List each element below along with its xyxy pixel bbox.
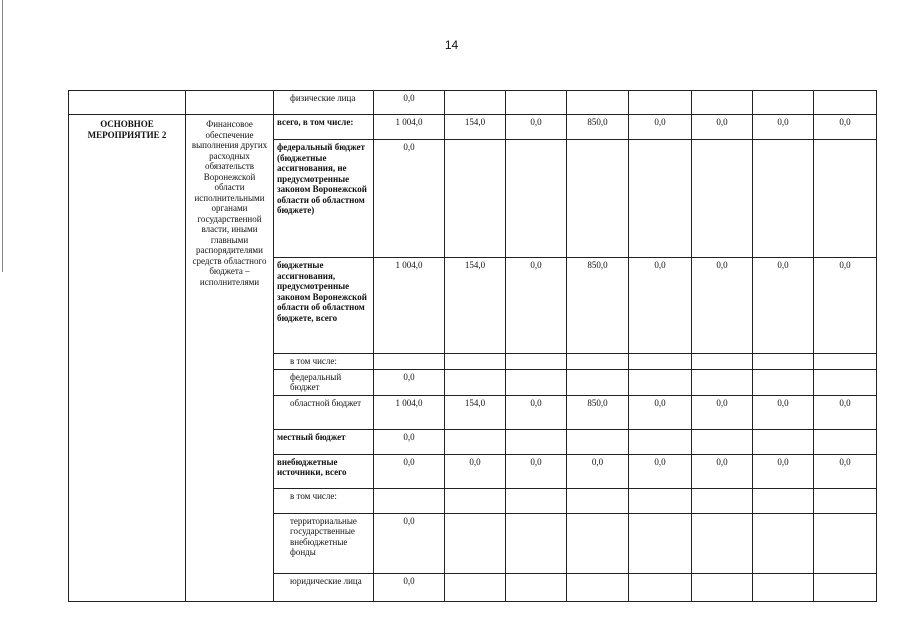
budget-table-sheet	[68, 90, 876, 600]
value-cell	[692, 91, 753, 115]
value-cell	[567, 91, 629, 115]
value-cell	[814, 140, 877, 258]
value-cell: 0,0	[374, 429, 445, 454]
value-cell: 850,0	[567, 258, 629, 354]
value-cell: 1 004,0	[374, 115, 445, 140]
value-cell	[445, 488, 506, 513]
event-cell-continued	[69, 91, 186, 115]
event-title: ОСНОВНОЕ МЕРОПРИЯТИЕ 2	[69, 115, 186, 602]
source-label: всего, в том числе:	[274, 115, 374, 140]
value-cell	[445, 369, 506, 395]
value-cell: 0,0	[753, 454, 814, 488]
value-cell: 850,0	[567, 115, 629, 140]
value-cell: 0,0	[629, 395, 692, 429]
source-label: областной бюджет	[274, 395, 374, 429]
value-cell: 0,0	[506, 395, 567, 429]
value-cell	[629, 513, 692, 573]
value-cell	[629, 91, 692, 115]
source-label: внебюджетные источники, всего	[274, 454, 374, 488]
value-cell	[567, 573, 629, 601]
binding-line	[2, 0, 3, 272]
source-label: местный бюджет	[274, 429, 374, 454]
source-label: юридические лица	[274, 573, 374, 601]
value-cell: 0,0	[374, 454, 445, 488]
value-cell	[445, 573, 506, 601]
value-cell	[506, 573, 567, 601]
value-cell	[445, 140, 506, 258]
value-cell	[567, 513, 629, 573]
table-row	[69, 91, 877, 115]
budget-table	[68, 90, 877, 602]
value-cell	[692, 429, 753, 454]
value-cell	[753, 429, 814, 454]
value-cell: 0,0	[814, 454, 877, 488]
value-cell	[629, 488, 692, 513]
value-cell	[814, 488, 877, 513]
value-cell	[506, 91, 567, 115]
value-cell: 0,0	[567, 454, 629, 488]
value-cell: 0,0	[374, 140, 445, 258]
value-cell	[814, 91, 877, 115]
table-row	[69, 115, 877, 140]
value-cell: 0,0	[629, 115, 692, 140]
value-cell: 0,0	[692, 258, 753, 354]
value-cell	[506, 488, 567, 513]
value-cell: 154,0	[445, 395, 506, 429]
value-cell: 0,0	[374, 513, 445, 573]
value-cell	[692, 488, 753, 513]
value-cell: 0,0	[506, 454, 567, 488]
description-cell-continued	[186, 91, 274, 115]
value-cell	[445, 91, 506, 115]
value-cell: 0,0	[629, 258, 692, 354]
value-cell	[506, 513, 567, 573]
value-cell	[445, 354, 506, 370]
source-label: федеральный бюджет (бюджетные ассигнования, не предусмотренные законом Воронежской области об областном бюджете)	[274, 140, 374, 258]
value-cell	[753, 369, 814, 395]
value-cell: 0,0	[692, 454, 753, 488]
value-cell	[629, 429, 692, 454]
value-cell	[506, 429, 567, 454]
value-cell	[506, 140, 567, 258]
value-cell: 1 004,0	[374, 395, 445, 429]
value-cell	[506, 354, 567, 370]
value-cell: 0,0	[753, 258, 814, 354]
page-number: 14	[444, 38, 459, 52]
value-cell	[567, 429, 629, 454]
value-cell	[692, 354, 753, 370]
value-cell	[692, 140, 753, 258]
value-cell	[753, 573, 814, 601]
value-cell: 0,0	[692, 395, 753, 429]
source-label: в том числе:	[274, 488, 374, 513]
event-description: Финансовое обеспечение выполнения других расходных обязательств Воронежской области исполнительными органами государственной власти, иными главными распорядителями средств областного бюджета – исполнителями	[186, 115, 274, 602]
value-cell	[692, 369, 753, 395]
value-cell	[374, 488, 445, 513]
value-cell: 0,0	[692, 115, 753, 140]
value-cell: 0,0	[814, 115, 877, 140]
value-cell	[814, 354, 877, 370]
value-cell	[445, 429, 506, 454]
source-label: в том числе:	[274, 354, 374, 370]
value-cell	[629, 140, 692, 258]
value-cell	[567, 354, 629, 370]
value-cell	[814, 573, 877, 601]
value-cell	[567, 488, 629, 513]
value-cell	[814, 513, 877, 573]
source-label: физические лица	[274, 91, 374, 115]
value-cell: 154,0	[445, 258, 506, 354]
value-cell	[445, 513, 506, 573]
value-cell: 0,0	[753, 395, 814, 429]
value-cell	[506, 369, 567, 395]
value-cell	[753, 488, 814, 513]
value-cell	[814, 429, 877, 454]
value-cell	[753, 91, 814, 115]
source-label: бюджетные ассигнования, предусмотренные законом Воронежской области об областном бюджете, всего	[274, 258, 374, 354]
value-cell: 0,0	[374, 369, 445, 395]
value-cell: 0,0	[445, 454, 506, 488]
value-cell: 0,0	[374, 91, 445, 115]
value-cell	[629, 573, 692, 601]
value-cell	[567, 140, 629, 258]
value-cell: 0,0	[629, 454, 692, 488]
value-cell: 850,0	[567, 395, 629, 429]
value-cell: 0,0	[814, 258, 877, 354]
value-cell: 154,0	[445, 115, 506, 140]
value-cell	[753, 513, 814, 573]
value-cell	[753, 140, 814, 258]
value-cell: 0,0	[374, 573, 445, 601]
value-cell	[692, 573, 753, 601]
value-cell	[629, 369, 692, 395]
value-cell: 0,0	[506, 115, 567, 140]
value-cell	[374, 354, 445, 370]
value-cell	[567, 369, 629, 395]
value-cell	[753, 354, 814, 370]
value-cell	[629, 354, 692, 370]
source-label: территориальные государственные внебюджетные фонды	[274, 513, 374, 573]
source-label: федеральный бюджет	[274, 369, 374, 395]
value-cell: 0,0	[506, 258, 567, 354]
value-cell: 1 004,0	[374, 258, 445, 354]
value-cell: 0,0	[753, 115, 814, 140]
value-cell	[692, 513, 753, 573]
value-cell: 0,0	[814, 395, 877, 429]
value-cell	[814, 369, 877, 395]
